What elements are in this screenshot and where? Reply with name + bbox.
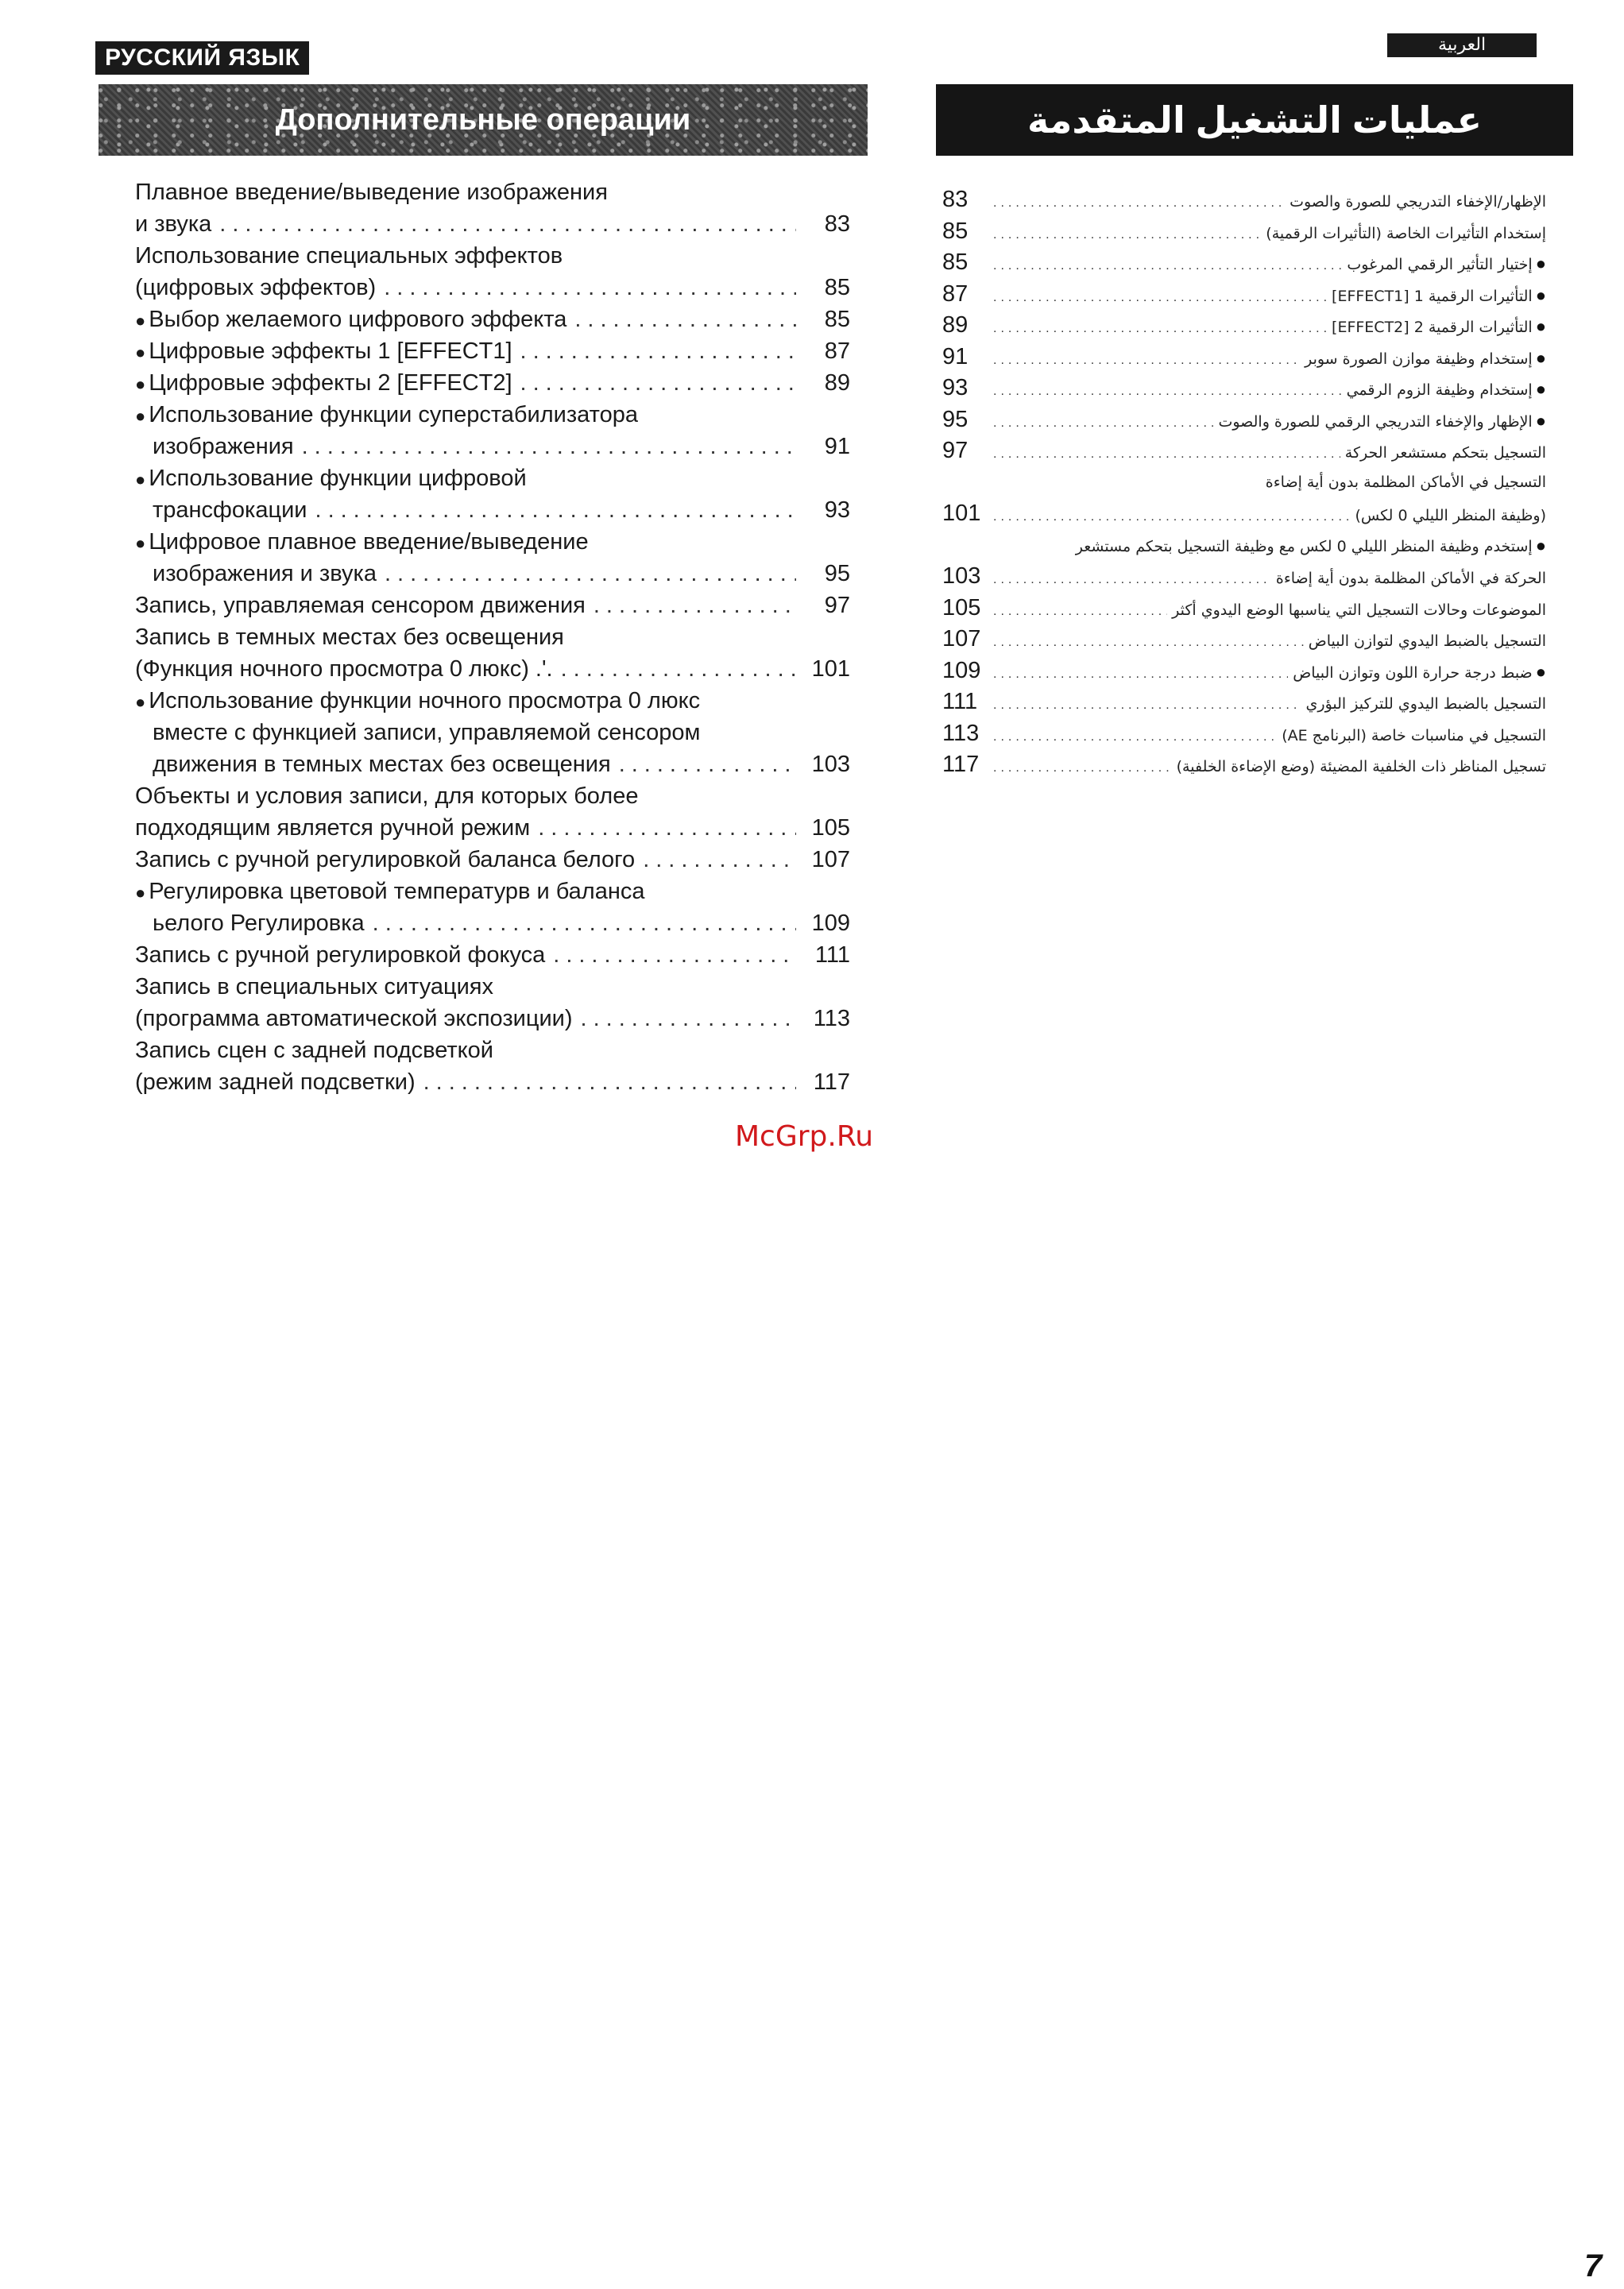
toc-entry-title: и звука <box>135 211 212 237</box>
toc-entry-title: الموضوعات وحالات التسجيل التي يناسبها الوضع اليدوي أكثر <box>1172 601 1546 619</box>
toc-entry-title: Запись, управляемая сенсором движения <box>135 593 586 618</box>
toc-page-number: 85 <box>942 218 969 244</box>
toc-entry <box>135 876 850 939</box>
toc-page-number: 85 <box>824 275 850 300</box>
toc-page-number: 95 <box>942 406 969 432</box>
bullet-icon: ● <box>135 342 146 362</box>
toc-entry-title: الإظهار/الإخفاء التدريجي للصورة والصوت <box>1290 193 1546 211</box>
toc-page-number: 103 <box>811 752 850 777</box>
toc-entry-title: (وظيفة المنظر الليلي 0 لكس) <box>1355 507 1546 524</box>
toc-entry-title: إختيار التأثير الرقمي المرغوب <box>1347 256 1533 273</box>
toc-entry-line <box>135 208 850 240</box>
bullet-icon: ● <box>1535 535 1546 555</box>
page-number: 7 <box>1584 2248 1603 2283</box>
toc-entry-line <box>135 907 850 939</box>
dot-leader <box>315 494 796 526</box>
dot-leader <box>993 408 1213 439</box>
toc-entry-title: الإظهار والإخفاء التدريجي الرقمي للصورة والصوت <box>1218 412 1533 431</box>
toc-entry-title: изображения и звука <box>153 561 377 586</box>
dot-leader <box>993 439 1340 470</box>
toc-entry <box>942 530 1546 562</box>
toc-entry-line <box>135 272 850 304</box>
toc-entry-line <box>135 335 850 367</box>
toc-page-number: 87 <box>942 280 969 307</box>
toc-entry-title: вместе с функцией записи, управляемой сенсором <box>153 720 701 745</box>
dot-leader <box>619 748 796 780</box>
toc-page-number: 105 <box>942 594 981 621</box>
toc-page-number: 91 <box>824 434 850 459</box>
toc-entry <box>942 247 1546 279</box>
dot-leader <box>993 188 1285 219</box>
toc-entry-title: التأثيرات الرقمية 1 [EFFECT1] <box>1332 287 1533 305</box>
toc-entry <box>135 621 850 685</box>
toc-entry-title: (цифровых эффектов) <box>135 275 377 300</box>
dot-leader <box>594 590 796 621</box>
toc-entry <box>135 971 850 1034</box>
toc-page-number: 93 <box>942 375 969 400</box>
toc-entry-title: Запись сцен с задней подсветкой <box>135 1038 493 1063</box>
dot-leader <box>993 282 1327 314</box>
toc-entry-line <box>135 240 850 272</box>
toc-entry-line <box>135 590 850 621</box>
toc-page-number: 107 <box>811 847 850 872</box>
toc-entry-line <box>135 494 850 526</box>
dot-leader <box>993 721 1277 753</box>
toc-page-number: 109 <box>811 911 850 936</box>
toc-entry-title: Плавное введение/выведение изображения <box>135 180 608 205</box>
toc-entry <box>135 685 850 780</box>
dot-leader <box>993 219 1261 251</box>
dot-leader <box>993 250 1342 282</box>
toc-entry-title: التأثيرات الرقمية 2 [EFFECT2] <box>1332 319 1533 336</box>
toc-entry-title: изображения <box>153 434 294 459</box>
toc-entry-line <box>135 653 850 685</box>
toc-entry <box>135 462 850 526</box>
table-of-contents-arabic <box>942 184 1546 781</box>
toc-entry-title: Использование функции ночного просмотра 0 люкс <box>149 688 701 713</box>
toc-page-number: 83 <box>824 211 850 237</box>
toc-entry-line <box>135 462 850 494</box>
toc-entry-line <box>135 1034 850 1066</box>
toc-page-number: 103 <box>942 563 981 589</box>
toc-entry <box>942 279 1546 311</box>
dot-leader <box>520 335 796 367</box>
toc-entry-title: (программа автоматической экспозиции) <box>135 1006 573 1031</box>
bullet-icon: ● <box>135 692 146 712</box>
toc-entry-line <box>135 971 850 1003</box>
toc-entry <box>942 184 1546 216</box>
toc-entry <box>135 367 850 399</box>
bullet-icon: ● <box>1535 347 1546 368</box>
toc-entry-title: Запись в темных местах без освещения <box>135 624 564 650</box>
toc-page-number: 107 <box>942 626 981 652</box>
toc-page-number: 109 <box>942 657 981 683</box>
toc-entry-title: الحركة في الأماكن المظلمة بدون أية إضاءة <box>1275 570 1546 587</box>
dot-leader <box>302 431 796 462</box>
toc-entry-title: Использование функции суперстабилизатора <box>149 402 638 427</box>
dot-leader <box>993 659 1288 690</box>
dot-leader <box>993 564 1271 596</box>
section-title-arabic: عمليات التشغيل المتقدمة <box>936 84 1573 156</box>
toc-entry-title: Запись с ручной регулировкой фокуса <box>135 942 546 968</box>
toc-entry-title: Цифровое плавное введение/выведение <box>149 529 589 555</box>
table-of-contents-russian <box>135 176 850 1098</box>
toc-entry-title: Объекты и условия записи, для которых более <box>135 783 639 809</box>
toc-entry <box>942 593 1546 624</box>
language-badge-russian: РУССКИЙ ЯЗЫК <box>95 41 309 75</box>
toc-entry-title: التسجيل بالضبط اليدوي للتركيز البؤري <box>1305 695 1546 713</box>
toc-entry-title: Цифровые эффекты 1 [EFFECT1] <box>149 338 512 364</box>
bullet-icon: ● <box>135 533 146 553</box>
dot-leader <box>993 376 1342 408</box>
toc-entry-title: ضبط درجة حرارة اللون وتوازن البياض <box>1293 663 1533 682</box>
toc-entry-line <box>135 367 850 399</box>
bullet-icon: ● <box>1535 379 1546 399</box>
toc-entry-line <box>135 844 850 876</box>
dot-leader <box>643 844 796 876</box>
dot-leader <box>574 304 796 335</box>
toc-entry-title: إستخدام وظيفة الزوم الرقمي <box>1346 381 1533 399</box>
toc-entry <box>135 399 850 462</box>
toc-page-number: 95 <box>824 561 850 586</box>
toc-entry <box>942 467 1546 499</box>
dot-leader <box>520 367 796 399</box>
toc-page-number: 89 <box>824 370 850 396</box>
bullet-icon: ● <box>1535 284 1546 305</box>
toc-entry-line <box>135 621 850 653</box>
toc-entry <box>135 335 850 367</box>
toc-entry-line <box>135 748 850 780</box>
toc-entry-line <box>135 526 850 558</box>
section-title-russian: Дополнительные операции <box>99 84 868 156</box>
toc-entry <box>942 216 1546 248</box>
toc-entry-line <box>135 812 850 844</box>
toc-page-number: 87 <box>824 338 850 364</box>
toc-entry <box>135 304 850 335</box>
toc-entry-title: إستخدم وظيفة المنظر الليلي 0 لكس مع وظيفة التسجيل بتحكم مستشعر <box>1075 537 1533 555</box>
dot-leader <box>385 558 796 590</box>
bullet-icon: ● <box>1535 410 1546 431</box>
toc-entry <box>942 498 1546 530</box>
toc-entry-title: Регулировка цветовой температурв и баланса <box>149 879 645 904</box>
toc-entry-title: Запись в специальных ситуациях <box>135 974 494 1000</box>
toc-entry <box>942 310 1546 342</box>
toc-page-number: 117 <box>813 1069 850 1095</box>
toc-entry <box>942 686 1546 718</box>
toc-entry <box>942 404 1546 436</box>
toc-page-number: 101 <box>811 656 850 682</box>
toc-entry-title: (режим задней подсветки) <box>135 1069 416 1095</box>
bullet-icon: ● <box>135 311 146 331</box>
toc-entry <box>135 844 850 876</box>
dot-leader <box>384 272 796 304</box>
toc-entry-line <box>135 939 850 971</box>
toc-page-number: 97 <box>942 438 969 463</box>
dot-leader <box>993 752 1172 784</box>
toc-entry-title: ьелого Регулировка <box>153 911 365 936</box>
dot-leader <box>993 313 1327 345</box>
toc-entry-title: подходящим является ручной режим <box>135 815 531 841</box>
bullet-icon: ● <box>1535 316 1546 336</box>
toc-entry <box>942 435 1546 467</box>
toc-page-number: 113 <box>942 720 980 746</box>
toc-entry <box>942 561 1546 593</box>
toc-entry-line <box>135 780 850 812</box>
toc-page-number: 111 <box>814 942 850 968</box>
toc-entry-title: التسجيل في الأماكن المظلمة بدون أية إضاءة <box>1265 473 1546 491</box>
toc-entry-line <box>135 717 850 748</box>
toc-page-number: 93 <box>824 497 850 523</box>
toc-entry-line <box>135 1066 850 1098</box>
toc-entry-title: Цифровые эффекты 2 [EFFECT2] <box>149 370 512 396</box>
toc-entry <box>135 590 850 621</box>
dot-leader <box>993 501 1351 533</box>
toc-entry-line <box>135 876 850 907</box>
toc-entry <box>135 176 850 240</box>
bullet-icon: ● <box>1535 661 1546 682</box>
dot-leader <box>423 1066 796 1098</box>
dot-leader <box>373 907 796 939</box>
toc-page-number: 105 <box>811 815 850 841</box>
toc-entry <box>135 1034 850 1098</box>
dot-leader <box>993 345 1300 377</box>
toc-entry-title: Запись с ручной регулировкой баланса белого <box>135 847 636 872</box>
toc-entry-title: التسجيل في مناسبات خاصة (البرنامج AE) <box>1282 726 1546 744</box>
toc-entry <box>135 526 850 590</box>
toc-entry-line <box>135 399 850 431</box>
toc-entry-line <box>135 176 850 208</box>
toc-entry <box>942 342 1546 373</box>
toc-entry-title: движения в темных местах без освещения <box>153 752 611 777</box>
toc-entry-title: Выбор желаемого цифрового эффекта <box>149 307 567 332</box>
toc-entry-title: Использование функции цифровой <box>149 466 527 491</box>
toc-entry <box>942 373 1546 404</box>
toc-page-number: 89 <box>942 312 969 338</box>
dot-leader <box>219 208 796 240</box>
bullet-icon: ● <box>135 374 146 394</box>
dot-leader <box>553 939 796 971</box>
toc-entry-line <box>135 1003 850 1034</box>
toc-entry-title: Использование специальных эффектов <box>135 243 563 269</box>
language-badge-arabic: العربية <box>1387 33 1537 57</box>
dot-leader <box>993 596 1167 628</box>
bullet-icon: ● <box>1535 253 1546 273</box>
toc-entry-line <box>135 304 850 335</box>
dot-leader <box>561 653 796 685</box>
toc-entry-title: трансфокации <box>153 497 307 523</box>
dot-leader <box>993 627 1304 659</box>
toc-page-number: 97 <box>824 593 850 618</box>
toc-entry-title: التسجيل بالضبط اليدوي لتوازن البياض <box>1308 632 1546 650</box>
toc-page-number: 113 <box>813 1006 850 1031</box>
toc-page-number: 111 <box>942 689 978 714</box>
toc-entry-title: تسجيل المناظر ذات الخلفية المضيئة (وضع الإضاءة الخلفية) <box>1176 758 1546 775</box>
dot-leader <box>581 1003 796 1034</box>
toc-entry <box>942 624 1546 655</box>
toc-entry-title: إستخدام وظيفة موازن الصورة سوبر <box>1305 350 1533 368</box>
dot-leader <box>993 690 1301 721</box>
dot-leader <box>538 812 796 844</box>
toc-entry-title: إستخدام التأثيرات الخاصة (التأثيرات الرقمية) <box>1266 224 1546 242</box>
toc-entry <box>942 718 1546 750</box>
bullet-icon: ● <box>135 883 146 903</box>
toc-entry-line <box>135 558 850 590</box>
toc-entry <box>135 240 850 304</box>
toc-page-number: 85 <box>824 307 850 332</box>
toc-entry <box>942 749 1546 781</box>
toc-entry <box>942 655 1546 687</box>
toc-page-number: 91 <box>942 343 969 369</box>
toc-entry <box>135 780 850 844</box>
toc-page-number: 101 <box>942 501 981 526</box>
toc-entry-line <box>135 685 850 717</box>
toc-page-number: 85 <box>942 249 969 275</box>
toc-page-number: 83 <box>942 187 969 212</box>
toc-entry-line <box>135 431 850 462</box>
toc-entry-title: التسجيل بتحكم مستشعر الحركة <box>1344 444 1546 462</box>
toc-page-number: 117 <box>942 752 980 777</box>
bullet-icon: ● <box>135 406 146 426</box>
bullet-icon: ● <box>135 470 146 489</box>
toc-entry-title: (Функция ночного просмотра 0 люкс) .'. <box>135 656 553 682</box>
watermark: McGrp.Ru <box>735 1120 874 1153</box>
toc-entry <box>135 939 850 971</box>
